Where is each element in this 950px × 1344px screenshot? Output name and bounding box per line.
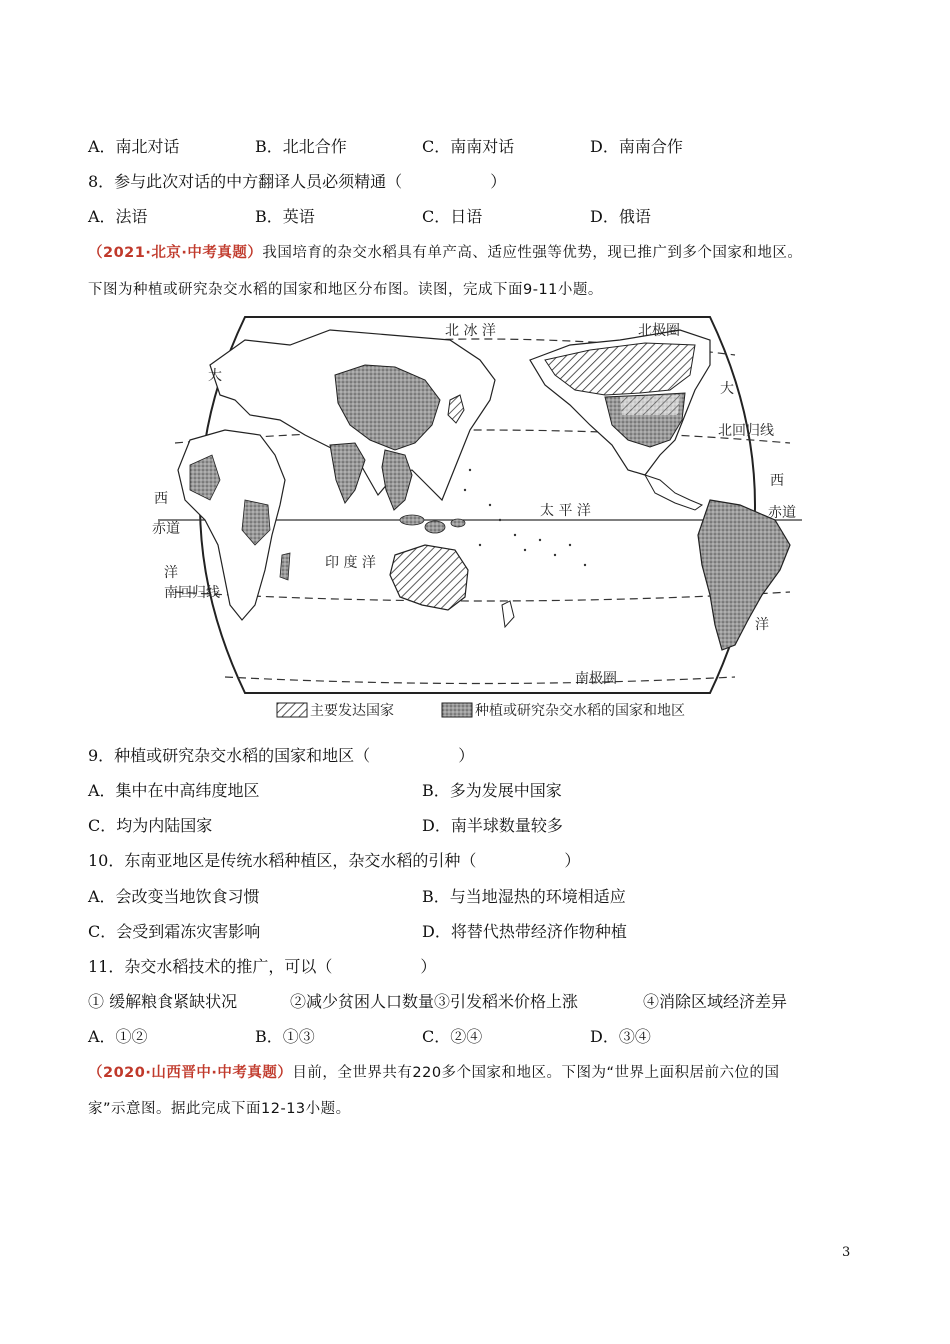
q9-option-a: A．集中在中高纬度地区: [88, 781, 260, 800]
q11-option-c: C．②④: [422, 1027, 483, 1046]
q8-option-d: D．俄语: [590, 207, 651, 226]
q11-stem: 11．杂交水稻技术的推广，可以（: [88, 957, 333, 976]
q11-close-paren: ）: [420, 957, 437, 976]
label-atlantic-left-3: 洋: [164, 565, 178, 581]
q8-option-a: A．法语: [88, 207, 148, 226]
label-atlantic-right-3: 洋: [755, 617, 769, 633]
madagascar-region: [280, 553, 290, 580]
intro2-line1: [88, 1063, 780, 1083]
label-indian-ocean: 印 度 洋: [325, 555, 376, 571]
q9-close-paren: ）: [458, 746, 475, 765]
label-tropic-cancer: 北回归线: [718, 423, 774, 439]
label-equator-right: 赤道: [768, 505, 796, 521]
label-atlantic-right-1: 大: [720, 381, 734, 397]
label-atlantic-left-1: 大: [208, 368, 222, 384]
intro2-text1: 目前，全世界共有220多个国家和地区。下图为“世界上面积居前六位的国: [292, 1065, 780, 1081]
q11-item-1: ① 缓解粮食紧缺状况: [88, 992, 238, 1011]
q8-option-c: C．日语: [422, 207, 483, 226]
legend-developed-label: 主要发达国家: [310, 703, 394, 719]
world-map-figure: [150, 305, 810, 725]
intro1-source: （2021·北京·中考真题）: [88, 245, 263, 261]
legend-rice-label: 种植或研究杂交水稻的国家和地区: [475, 703, 685, 719]
legend-developed-swatch: [277, 703, 307, 717]
q11-item-2-3: ②减少贫困人口数量③引发稻米价格上涨: [290, 992, 579, 1011]
q10-option-d: D．将替代热带经济作物种植: [422, 922, 627, 941]
page-number: 3: [842, 1245, 851, 1260]
q9-option-b: B．多为发展中国家: [422, 781, 562, 800]
q10-stem: 10．东南亚地区是传统水稻种植区，杂交水稻的引种（: [88, 851, 477, 870]
legend-rice-swatch: [442, 703, 472, 717]
q8-stem: 8．参与此次对话的中方翻译人员必须精通（: [88, 172, 403, 191]
label-atlantic-left-2: 西: [154, 491, 168, 507]
q10-option-a: A．会改变当地饮食习惯: [88, 887, 260, 906]
q11-stem-line: [88, 957, 436, 977]
intro2-source: （2020·山西晋中·中考真题）: [88, 1065, 293, 1081]
q9-stem: 9．种植或研究杂交水稻的国家和地区（: [88, 746, 371, 765]
q7-option-a: A．南北对话: [88, 137, 180, 156]
q7-option-b: B．北北合作: [255, 137, 347, 156]
q7-option-c: C．南南对话: [422, 137, 515, 156]
label-antarctic-circle: 南极圈: [575, 671, 617, 687]
q10-stem-line: [88, 851, 580, 871]
intro2-line2: 家”示意图。据此完成下面12-13小题。: [88, 1101, 351, 1117]
intro1-text1: 我国培育的杂交水稻具有单产高、适应性强等优势，现已推广到多个国家和地区。: [262, 245, 803, 261]
intro1-line2: 下图为种植或研究杂交水稻的国家和地区分布图。读图，完成下面9-11小题。: [88, 282, 603, 298]
q11-item-4: ④消除区域经济差异: [643, 992, 788, 1011]
q11-option-b: B．①③: [255, 1027, 315, 1046]
label-equator-left: 赤道: [152, 521, 180, 537]
q11-option-d: D．③④: [590, 1027, 651, 1046]
q9-stem-line: [88, 746, 474, 766]
q10-close-paren: ）: [564, 851, 581, 870]
q11-option-a: A．①②: [88, 1027, 148, 1046]
label-arctic-ocean: 北 冰 洋: [445, 323, 496, 339]
label-atlantic-right-2: 西: [770, 473, 784, 489]
q10-option-c: C．会受到霜冻灾害影响: [88, 922, 261, 941]
label-tropic-capricorn: 南回归线: [164, 585, 220, 601]
q8-close-paren: ）: [490, 172, 507, 191]
q9-option-c: C．均为内陆国家: [88, 816, 213, 835]
q9-option-d: D．南半球数量较多: [422, 816, 563, 835]
label-arctic-circle: 北极圈: [638, 323, 680, 339]
label-pacific-ocean: 太 平 洋: [540, 503, 591, 519]
q7-option-d: D．南南合作: [590, 137, 683, 156]
q10-option-b: B．与当地湿热的环境相适应: [422, 887, 626, 906]
q8-option-b: B．英语: [255, 207, 315, 226]
intro1-line1: [88, 243, 802, 263]
usa-hatch-overlay: [620, 395, 680, 415]
q8-stem-line: [88, 172, 506, 192]
